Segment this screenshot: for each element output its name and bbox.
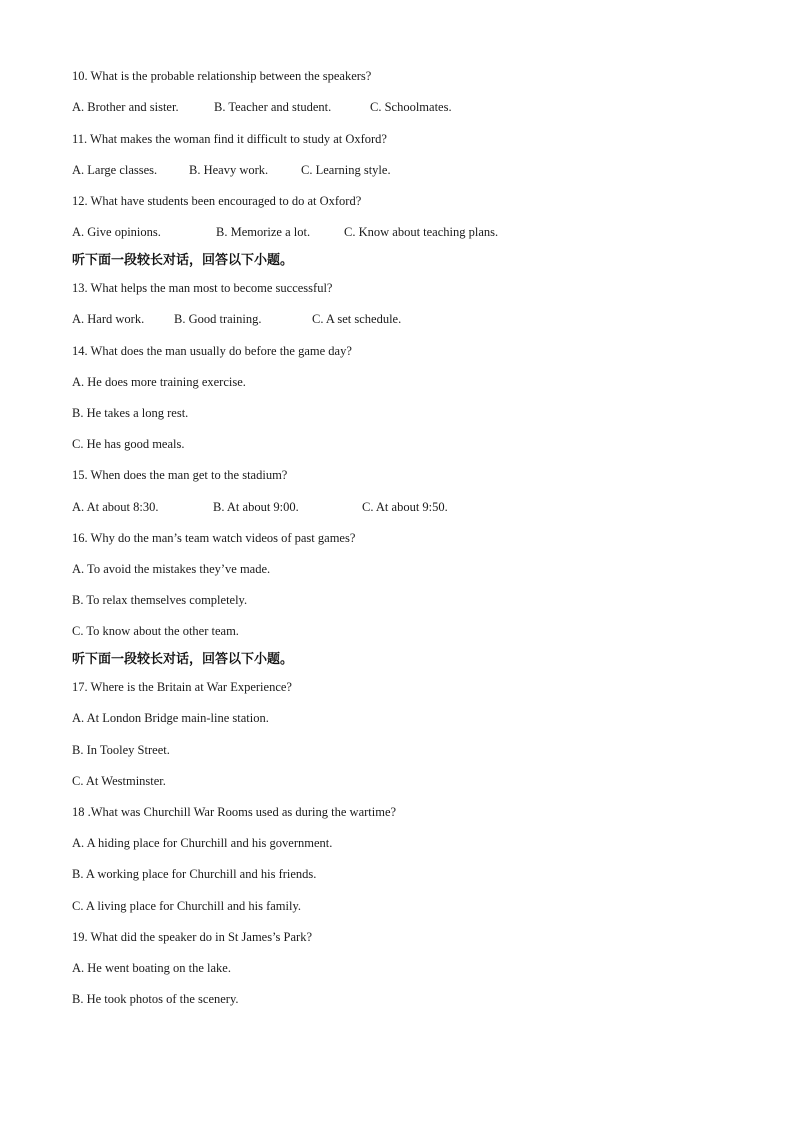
option-b: B. Teacher and student. (214, 100, 332, 114)
option-b: B. At about 9:00. (213, 500, 299, 514)
option-a: A. At London Bridge main-line station. (72, 711, 269, 725)
question-11-options (72, 162, 672, 178)
question-12-options (72, 224, 672, 240)
option-a: A. Hard work. (72, 312, 145, 326)
option-b: B. In Tooley Street. (72, 743, 170, 757)
option-a: A. Give opinions. (72, 225, 161, 239)
option-c: C. A set schedule. (312, 312, 402, 326)
question-13: 13. What helps the man most to become successful? (72, 281, 333, 295)
question-10-options (72, 99, 672, 115)
option-a: A. He went boating on the lake. (72, 961, 231, 975)
option-a: A. A hiding place for Churchill and his government. (72, 836, 333, 850)
option-b: B. To relax themselves completely. (72, 593, 248, 607)
section-heading: 听下面一段较长对话，回答以下小题。 (72, 652, 294, 667)
section-heading: 听下面一段较长对话，回答以下小题。 (72, 253, 294, 268)
option-c: C. Schoolmates. (370, 100, 452, 114)
option-b: B. He takes a long rest. (72, 406, 189, 420)
option-c: C. He has good meals. (72, 437, 185, 451)
question-18: 18 .What was Churchill War Rooms used as during the wartime? (72, 805, 397, 819)
option-c: C. At about 9:50. (362, 500, 448, 514)
option-a: A. Brother and sister. (72, 100, 179, 114)
option-c: C. Know about teaching plans. (344, 225, 499, 239)
option-c: C. To know about the other team. (72, 624, 239, 638)
option-a: A. At about 8:30. (72, 500, 159, 514)
option-b: B. Good training. (174, 312, 262, 326)
question-12: 12. What have students been encouraged to do at Oxford? (72, 194, 362, 208)
question-14: 14. What does the man usually do before the game day? (72, 344, 352, 358)
option-c: C. At Westminster. (72, 774, 166, 788)
option-b: B. Memorize a lot. (216, 225, 311, 239)
option-a: A. He does more training exercise. (72, 375, 246, 389)
question-10: 10. What is the probable relationship between the speakers? (72, 69, 372, 83)
option-c: C. Learning style. (301, 163, 391, 177)
option-a: A. To avoid the mistakes they’ve made. (72, 562, 271, 576)
question-17: 17. Where is the Britain at War Experience? (72, 680, 292, 694)
question-16: 16. Why do the man’s team watch videos of past games? (72, 531, 356, 545)
option-b: B. He took photos of the scenery. (72, 992, 239, 1006)
option-b: B. A working place for Churchill and his friends. (72, 867, 317, 881)
option-c: C. A living place for Churchill and his family. (72, 899, 302, 913)
option-a: A. Large classes. (72, 163, 158, 177)
question-19: 19. What did the speaker do in St James’s Park? (72, 930, 313, 944)
question-15-options (72, 499, 672, 515)
question-13-options (72, 311, 672, 327)
question-11: 11. What makes the woman find it difficult to study at Oxford? (72, 132, 387, 146)
option-b: B. Heavy work. (189, 163, 269, 177)
question-15: 15. When does the man get to the stadium? (72, 468, 288, 482)
